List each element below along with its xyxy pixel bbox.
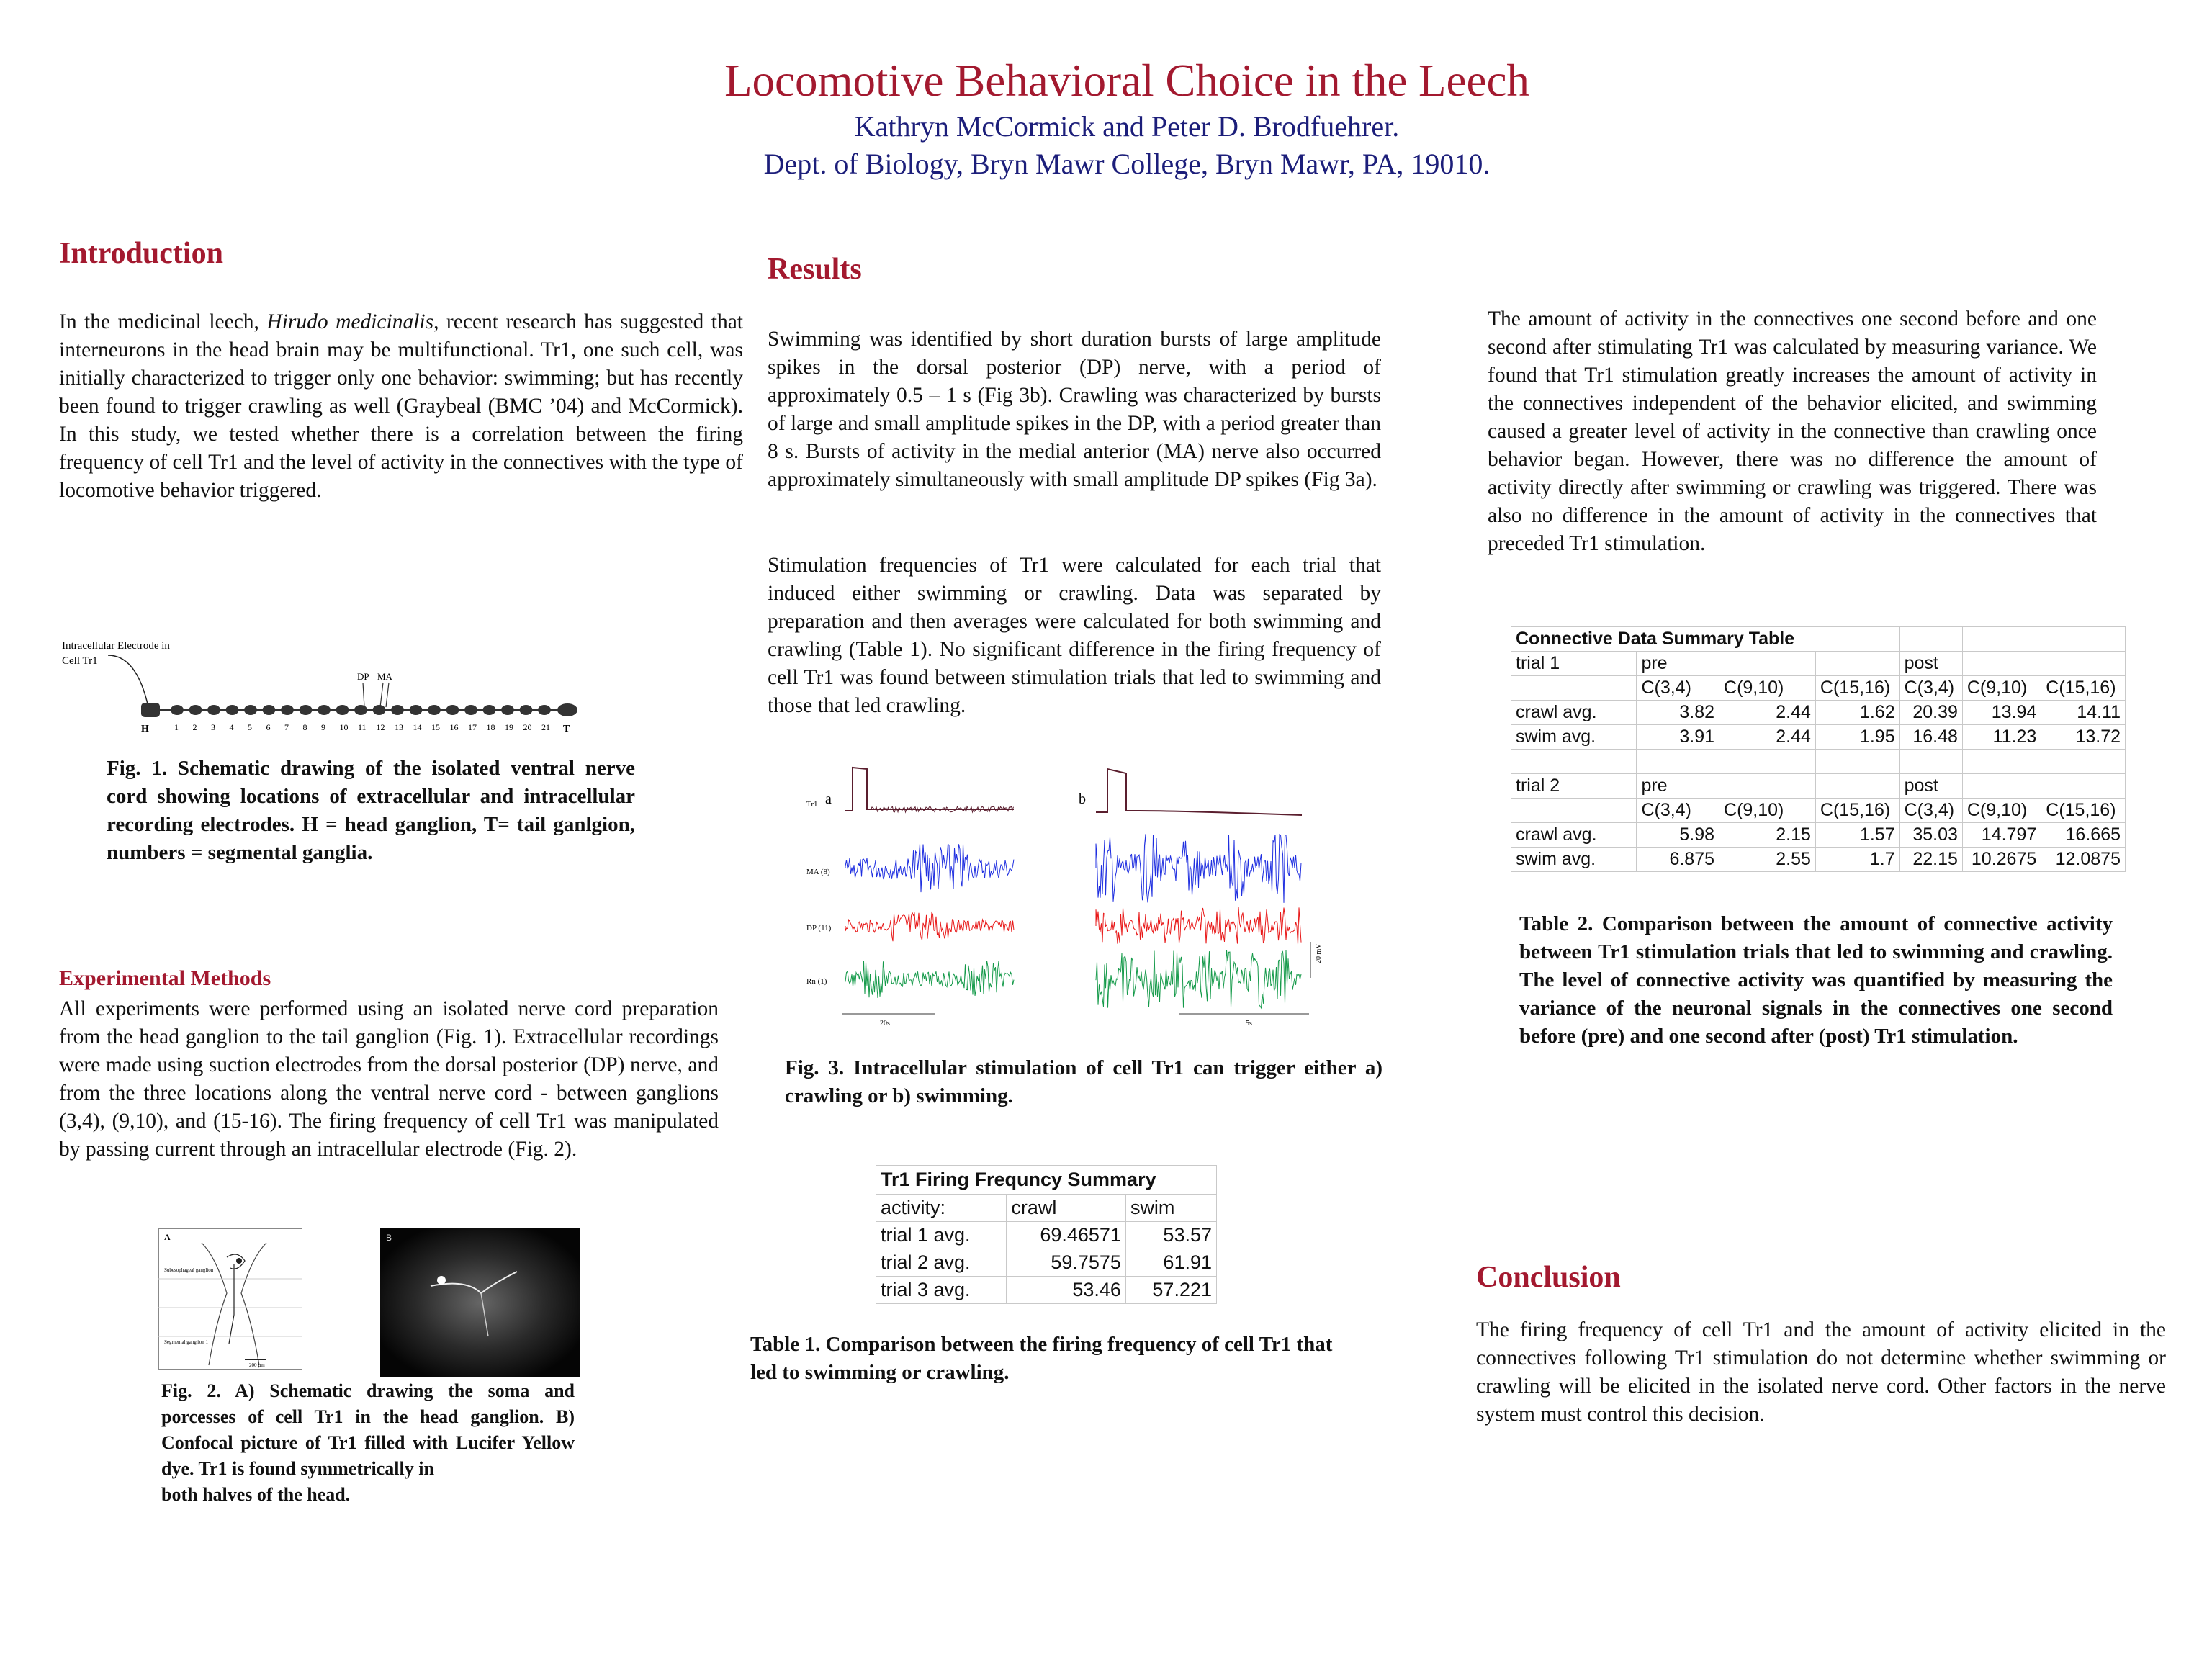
conclusion-text: The firing frequency of cell Tr1 and the amount of activity elicited in the connectives following Tr1 stimulation do not determine whether swimming or crawling will be elicited in the isolated nerve cord. Other factors in the nerve system must control this decision. bbox=[1476, 1318, 2166, 1426]
fig3-recordings bbox=[805, 747, 1323, 1030]
fig3-row-label-dp: DP (11) bbox=[806, 924, 832, 932]
fig3-caption: Fig. 3. Intracellular stimulation of cell Tr1 can trigger either a) crawling or b) swimming. bbox=[785, 1056, 1382, 1107]
table-cell: 20.39 bbox=[1899, 701, 1962, 725]
connective-paragraph: The amount of activity in the connectives one second before and one second after stimulating Tr1 was calculated by measuring variance. We found that Tr1 stimulation greatly increases the amount of activity in the connectives independent of the behavior elicited, and swimming caused a greater level of activity in the connective than crawling once behavior began. However, there was no difference the amount of activity directly after swimming or crawling was triggered. There was also no difference in the amount of activity in the connectives that preceded Tr1 stimulation. bbox=[1488, 307, 2097, 555]
table-row bbox=[876, 1277, 1217, 1304]
results-paragraph-1: Swimming was identified by short duration bursts of large amplitude spikes in the dorsal posterior (DP) nerve, with a period of approximately 0.5 – 1 s (Fig 3b). Crawling was characterized by bursts of large and small amplitude spikes in the DP, with a period greater than 8 s. Bursts of activity in the medial anterior (MA) nerve also occurred approximately simultaneously with small amplitude DP spikes (Fig 3a). bbox=[768, 328, 1381, 491]
table-cell: 57.221 bbox=[1125, 1277, 1216, 1304]
table-cell: trial 2 avg. bbox=[876, 1249, 1007, 1277]
fig1-t-label: T bbox=[563, 724, 570, 734]
table1-caption: Table 1. Comparison between the firing frequency of cell Tr1 that led to swimming or crawling. bbox=[750, 1333, 1333, 1384]
fig3-ma-trace-a bbox=[845, 844, 1014, 893]
table-header-cell: C(9,10) bbox=[1962, 676, 2041, 701]
table-header-cell: C(9,10) bbox=[1962, 799, 2041, 823]
table1-header-crawl: crawl bbox=[1007, 1195, 1126, 1222]
fig1-ganglion bbox=[300, 705, 313, 715]
fig1-ganglion bbox=[428, 705, 441, 715]
species-name: Hirudo medicinalis bbox=[266, 310, 434, 333]
table-cell: 2.44 bbox=[1719, 701, 1816, 725]
fig1-ganglion bbox=[263, 705, 276, 715]
intro-text-start: In the medicinal leech, bbox=[59, 310, 267, 333]
fig1-ganglion-number: 16 bbox=[449, 722, 459, 732]
table-cell: 2.55 bbox=[1719, 848, 1816, 872]
fig3-voltage-scale: 20 mV bbox=[1315, 943, 1323, 963]
fig1-caption: Fig. 1. Schematic drawing of the isolated ventral nerve cord showing locations of extracellular and intracellular recording electrodes. H = head ganglion, T= tail ganlgion, numbers = segmental ganglia. bbox=[107, 757, 635, 864]
fig1-ganglion bbox=[207, 705, 220, 715]
table-cell: 1.62 bbox=[1815, 701, 1899, 725]
fig1-tail-ganglion bbox=[557, 703, 577, 716]
table2-trial2-pre: pre bbox=[1637, 774, 1719, 799]
table-header-cell: C(15,16) bbox=[2041, 799, 2126, 823]
fig3-panel-a-label: a bbox=[825, 791, 832, 807]
table2-trial1-pre: pre bbox=[1637, 652, 1719, 676]
fig3-ma-trace-b bbox=[1096, 834, 1301, 903]
table-cell: 13.94 bbox=[1962, 701, 2041, 725]
fig3-tr1-trace-b bbox=[1096, 769, 1302, 815]
fig1-ganglion-number: 18 bbox=[486, 722, 495, 732]
table-cell: 16.665 bbox=[2041, 823, 2126, 848]
fig1-ganglion-number: 2 bbox=[192, 722, 197, 732]
fig1-ganglion-number: 17 bbox=[468, 722, 477, 732]
table-cell: 35.03 bbox=[1899, 823, 1962, 848]
table-cell: trial 1 avg. bbox=[876, 1222, 1007, 1249]
fig1-ganglion bbox=[520, 705, 533, 715]
table-cell: 16.48 bbox=[1899, 725, 1962, 750]
fig3-dp-trace-a bbox=[845, 912, 1014, 941]
fig1-ganglion-number: 5 bbox=[248, 722, 252, 732]
fig1-electrode-line bbox=[108, 655, 148, 707]
table-cell: crawl avg. bbox=[1511, 823, 1637, 848]
table-header-cell: C(3,4) bbox=[1637, 676, 1719, 701]
fig1-ganglion bbox=[244, 705, 257, 715]
table-cell: 13.72 bbox=[2041, 725, 2126, 750]
fig1-ma-label: MA bbox=[377, 671, 392, 682]
table-header-cell: C(15,16) bbox=[1815, 799, 1899, 823]
table-cell: 14.11 bbox=[2041, 701, 2126, 725]
table2-trial2-post: post bbox=[1899, 774, 1962, 799]
table2-trial2-label: trial 2 bbox=[1511, 774, 1637, 799]
conclusion-heading: Conclusion bbox=[1476, 1261, 1621, 1294]
poster-affiliation: Dept. of Biology, Bryn Mawr College, Bryn Mawr, PA, 19010. bbox=[763, 148, 1491, 180]
fig3-rn-trace-b bbox=[1096, 950, 1301, 1008]
methods-heading: Experimental Methods bbox=[59, 966, 271, 990]
table-cell: 1.7 bbox=[1815, 848, 1899, 872]
fig3-row-label-ma: MA (8) bbox=[806, 868, 830, 876]
table-cell: 11.23 bbox=[1962, 725, 2041, 750]
table-cell: 53.57 bbox=[1125, 1222, 1216, 1249]
table-row bbox=[876, 1222, 1217, 1249]
table-cell: 10.2675 bbox=[1962, 848, 2041, 872]
fig1-ganglion-number: 6 bbox=[266, 722, 271, 732]
fig3-time-scale-a: 20s bbox=[880, 1020, 890, 1028]
fig1-ganglion-number: 20 bbox=[523, 722, 532, 732]
fig1-h-label: H bbox=[141, 724, 149, 734]
fig1-head-ganglion bbox=[141, 703, 160, 717]
introduction-text bbox=[59, 308, 743, 505]
fig1-ganglion-number: 1 bbox=[174, 722, 179, 732]
fig1-ganglion bbox=[281, 705, 294, 715]
fig1-ganglion-number: 4 bbox=[229, 722, 234, 732]
table-row bbox=[1511, 725, 2126, 750]
table-cell: 2.44 bbox=[1719, 725, 1816, 750]
fig2a-schematic bbox=[158, 1228, 302, 1370]
fig1-ganglion-number: 3 bbox=[211, 722, 215, 732]
fig3-row-label-rn: Rn (1) bbox=[806, 977, 827, 986]
fig1-ganglion-number: 11 bbox=[358, 722, 367, 732]
fig1-ganglion bbox=[336, 705, 349, 715]
table-cell: 22.15 bbox=[1899, 848, 1962, 872]
fig1-ganglion bbox=[410, 705, 423, 715]
table-cell: swim avg. bbox=[1511, 848, 1637, 872]
table-row bbox=[1511, 823, 2126, 848]
table-cell: trial 3 avg. bbox=[876, 1277, 1007, 1304]
table-cell: 2.15 bbox=[1719, 823, 1816, 848]
fig2b-neuron-trace bbox=[380, 1228, 580, 1377]
fig1-ganglion bbox=[354, 705, 367, 715]
fig1-ganglion-number: 14 bbox=[413, 722, 422, 732]
table-cell: 1.95 bbox=[1815, 725, 1899, 750]
introduction-heading: Introduction bbox=[59, 237, 223, 270]
fig1-ganglion-number: 13 bbox=[395, 722, 403, 732]
fig1-ganglion bbox=[189, 705, 202, 715]
fig1-ganglion-number: 19 bbox=[505, 722, 513, 732]
results-paragraph-2: Stimulation frequencies of Tr1 were calculated for each trial that induced either swimming or crawling. Data was separated by preparation and then averages were calculated for both swimming and crawling (Table 1). No significant difference in the firing frequency of cell Tr1 was found between stimulation trials that led to swimming and those that led crawling. bbox=[768, 554, 1381, 717]
table-cell: 14.797 bbox=[1962, 823, 2041, 848]
table-cell: crawl avg. bbox=[1511, 701, 1637, 725]
methods-text: All experiments were performed using an isolated nerve cord preparation from the head ganglion to the tail ganglion (Fig. 1). Extracellular recordings were made using suction electrodes from the dorsal posterior (DP) nerve, and from the three locations along the ventral nerve cord - between ganglions (3,4), (9,10), and (15-16). The firing frequency of cell Tr1 was manipulated by passing current through an intracellular electrode (Fig. 2). bbox=[59, 997, 719, 1161]
fig2-caption: Fig. 2. A) Schematic drawing the soma and porcesses of cell Tr1 in the head ganglion. B) Confocal picture of Tr1 filled with Lucifer Yellow dye. Tr1 is found symmetrically in bbox=[161, 1380, 575, 1479]
results-heading: Results bbox=[768, 253, 862, 286]
fig1-ganglion-number: 12 bbox=[376, 722, 385, 732]
table-header-cell: C(15,16) bbox=[2041, 676, 2126, 701]
fig3-tr1-trace-a bbox=[845, 768, 1014, 811]
table-header-cell: C(3,4) bbox=[1899, 676, 1962, 701]
fig1-ganglion bbox=[464, 705, 477, 715]
table-header-cell: C(3,4) bbox=[1637, 799, 1719, 823]
fig3-panel-b-label: b bbox=[1079, 791, 1086, 807]
fig3-rn-trace-a bbox=[845, 961, 1014, 998]
fig1-ganglion bbox=[171, 705, 184, 715]
table-row bbox=[1511, 848, 2126, 872]
table-row bbox=[876, 1249, 1217, 1277]
poster-authors: Kathryn McCormick and Peter D. Brodfuehrer. bbox=[854, 110, 1400, 143]
table-cell: 12.0875 bbox=[2041, 848, 2126, 872]
table2 bbox=[1511, 626, 2126, 872]
table1 bbox=[876, 1165, 1217, 1304]
fig1-ganglion-number: 15 bbox=[431, 722, 440, 732]
table-header-cell: C(9,10) bbox=[1719, 799, 1816, 823]
fig2a-scale-label: 200 µm bbox=[249, 1362, 265, 1368]
fig1-ganglion-number: 7 bbox=[284, 722, 289, 732]
intro-text-rest: , recent research has suggested that interneurons in the head brain may be multifunctional. Tr1, one such cell, was initially characterized to trigger only one behavior: swimming; but has recently been found to trigger crawling as well (Graybeal (BMC ’04) and McCormick). In this study, we tested whether there is a correlation between the firing frequency of cell Tr1 and the level of activity in the connectives with the type of locomotive behavior triggered. bbox=[59, 310, 743, 502]
fig1-ganglion bbox=[446, 705, 459, 715]
fig1-electrode-label-2: Cell Tr1 bbox=[62, 655, 98, 667]
fig3-row-label-tr1: Tr1 bbox=[806, 800, 818, 809]
fig1-dp-label: DP bbox=[357, 671, 369, 682]
fig3-trace-group bbox=[845, 768, 1302, 1008]
table1-header-activity: activity: bbox=[876, 1195, 1007, 1222]
table-cell: 3.91 bbox=[1637, 725, 1719, 750]
fig1-ganglion bbox=[391, 705, 404, 715]
table-cell: 5.98 bbox=[1637, 823, 1719, 848]
fig1-ganglion-number: 21 bbox=[541, 722, 550, 732]
table-cell: 61.91 bbox=[1125, 1249, 1216, 1277]
table-cell: 1.57 bbox=[1815, 823, 1899, 848]
fig1-ganglion-number: 9 bbox=[321, 722, 325, 732]
fig2a-label-subesophageal: Subesophageal ganglion bbox=[164, 1267, 214, 1273]
table-cell: 6.875 bbox=[1637, 848, 1719, 872]
fig1-ganglion bbox=[483, 705, 496, 715]
fig1-ganglion-number: 10 bbox=[339, 722, 349, 732]
fig2b-confocal-image bbox=[380, 1228, 580, 1377]
table2-caption: Table 2. Comparison between the amount of connective activity between Tr1 stimulation trials that led to swimming and crawling. The level of connective activity was quantified by measuring the variance of the neuronal signals in the connectives one second before (pre) and one second after (post) Tr1 stimulation. bbox=[1519, 912, 2113, 1048]
table2-title: Connective Data Summary Table bbox=[1511, 627, 1816, 652]
table2-trial1-label: trial 1 bbox=[1511, 652, 1637, 676]
fig1-ganglia-group bbox=[171, 705, 551, 732]
fig1-nerve-cord-schematic bbox=[58, 634, 605, 734]
fig2b-panel-label: B bbox=[386, 1233, 392, 1243]
fig2a-panel-label: A bbox=[164, 1232, 171, 1242]
table-row bbox=[1511, 701, 2126, 725]
table-cell: 3.82 bbox=[1637, 701, 1719, 725]
fig2-caption-end: both halves of the head. bbox=[161, 1484, 351, 1505]
fig3-time-scale-b: 5s bbox=[1246, 1020, 1252, 1028]
fig1-ganglion bbox=[318, 705, 331, 715]
table2-trial1-post: post bbox=[1899, 652, 1962, 676]
fig1-electrode-label-1: Intracellular Electrode in bbox=[62, 640, 170, 652]
table1-header-swim: swim bbox=[1125, 1195, 1216, 1222]
fig3-dp-trace-b bbox=[1096, 907, 1301, 945]
table-cell: 59.7575 bbox=[1007, 1249, 1126, 1277]
table-cell: swim avg. bbox=[1511, 725, 1637, 750]
fig1-ganglion-number: 8 bbox=[302, 722, 307, 732]
fig1-ganglion bbox=[226, 705, 239, 715]
table1-title: Tr1 Firing Frequncy Summary bbox=[876, 1166, 1217, 1195]
table-header-cell: C(9,10) bbox=[1719, 676, 1816, 701]
fig1-ganglion bbox=[538, 705, 551, 715]
table-cell: 53.46 bbox=[1007, 1277, 1126, 1304]
table-cell: 69.46571 bbox=[1007, 1222, 1126, 1249]
fig2a-label-segmental: Segmental ganglion 1 bbox=[164, 1339, 209, 1345]
table-header-cell: C(15,16) bbox=[1815, 676, 1899, 701]
fig1-ganglion bbox=[501, 705, 514, 715]
poster-title: Locomotive Behavioral Choice in the Leech bbox=[724, 55, 1529, 106]
fig1-ganglion bbox=[373, 705, 386, 715]
table-header-cell: C(3,4) bbox=[1899, 799, 1962, 823]
